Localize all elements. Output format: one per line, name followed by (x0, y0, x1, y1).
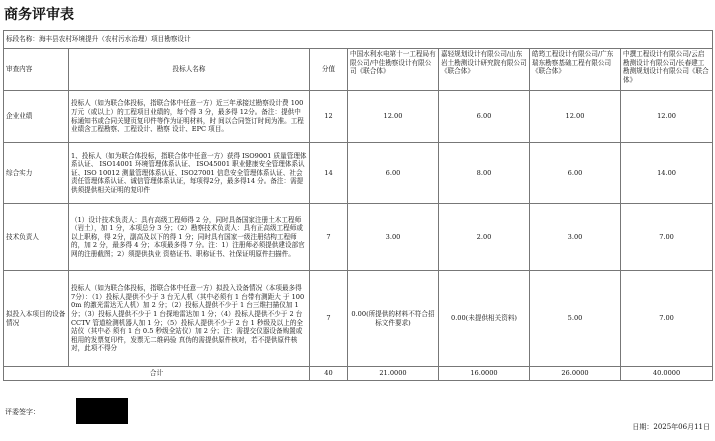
row-value-2: 2.00 (439, 204, 530, 271)
row-criteria: 1、投标人（如为联合体投标，指联合体中任意一方）获得 ISO9001 质量管理体系认证、 ISO14001 环境管理体系认证、 ISO45001 职业健康安全管理体系认证、ISO 10012 测量管理体系认证、ISO27001 信息安全管理体系认证、社会责任管理体系认证、诚信管理体系认证，每项得2分，最多得14 分。备注：需提供须提供相关证明的复印件 (69, 143, 310, 204)
table-row (4, 91, 713, 143)
row-criteria: 投标人（如为联合体投标，指联合体中任意一方）近三年承接过勘察设计费 100 万元（或以上）的工程项目业绩的，每个得 3 分，最多得 12分。备注：提供中标通知书或合同关键页复印件等作为证明材料，时 间以合同签订时间为准。工程业绩含工程勘察、工程设计、勘察 设计、EPC 项目。 (69, 91, 310, 143)
project-name: 标段名称：海丰县农村环境提升（农村污水治理）项目勘察设计 (4, 31, 713, 49)
row-value-1: 0.00(所提供的材料不符合招标文件要求) (348, 271, 439, 367)
header-bidder-1: 中国水利水电第十一工程局有限公司/中佳勘察设计有限公司《联合体》 (348, 49, 439, 91)
row-value-4: 7.00 (621, 271, 713, 367)
row-item: 综合实力 (4, 143, 69, 204)
review-table (3, 30, 713, 381)
page-title: 商务评审表 (4, 7, 74, 23)
row-item: 拟投入本项目的设备情况 (4, 271, 69, 367)
row-score: 7 (310, 271, 348, 367)
header-score: 分值 (310, 49, 348, 91)
row-criteria: 投标人（如为联合体投标，指联合体中任意一方）拟投入设备情况（本项最多得 7分）：（1）投标人提供不少于 3 台无人机（其中必须有 1 台带有测距大 于 1000m 的激光雷达无人机）加 2 分；（2）投标人提供不少于 1 台三维扫描仪加 1 分；（3）投标人提供不少于 1 台探地雷达加 1 分；（4）投标人提供不少于 2 台 CCTV 管道检测机器人加 1 分；（5）投标人提供不少于 2 台 1 秒级及以上的全站仪（其中必 须有 1 台 0.5 秒级全站仪）加 2 分；注：需提交仪器设备购置或租用的发票复印件，发票无二维码验 真伪的需提供原件核对，若不提供原件核对，此项不得分 (69, 271, 310, 367)
total-label: 合计 (4, 367, 310, 381)
row-value-4: 7.00 (621, 204, 713, 271)
row-value-3: 12.00 (530, 91, 621, 143)
header-bidder-4: 中撰工程设计有限公司/云启勘测设计有限公司/长春建工勘测规划设计有限公司《联合体》 (621, 49, 713, 91)
row-score: 12 (310, 91, 348, 143)
row-value-3: 5.00 (530, 271, 621, 367)
row-value-2: 8.00 (439, 143, 530, 204)
total-value-2: 16.0000 (439, 367, 530, 381)
header-bidder-2: 嘉轻规划设计有限公司/山东岩土勘测设计研究院有限公司《联合体》 (439, 49, 530, 91)
row-value-4: 12.00 (621, 91, 713, 143)
date-line: 日期：2025年06月11日 (632, 423, 710, 431)
row-score: 7 (310, 204, 348, 271)
row-value-4: 14.00 (621, 143, 713, 204)
row-value-3: 3.00 (530, 204, 621, 271)
row-value-1: 12.00 (348, 91, 439, 143)
row-value-2: 0.00(未提供相关资料) (439, 271, 530, 367)
row-item: 技术负责人 (4, 204, 69, 271)
row-score: 14 (310, 143, 348, 204)
signature-redaction (76, 398, 128, 424)
table-row (4, 204, 713, 271)
total-value-4: 40.0000 (621, 367, 713, 381)
header-bidder-3: 皓筠工程设计有限公司/广东瑞东勘察基础工程有限公司《联合体》 (530, 49, 621, 91)
table-row (4, 143, 713, 204)
row-value-2: 6.00 (439, 91, 530, 143)
total-value-3: 26.0000 (530, 367, 621, 381)
total-score: 40 (310, 367, 348, 381)
row-value-1: 3.00 (348, 204, 439, 271)
header-bidder-name: 投标人名称 (69, 49, 310, 91)
signature-label: 评委签字： (5, 408, 40, 416)
header-review-content: 审查内容 (4, 49, 69, 91)
row-value-3: 6.00 (530, 143, 621, 204)
row-item: 企业业绩 (4, 91, 69, 143)
table-row (4, 271, 713, 367)
total-row (4, 367, 713, 381)
row-criteria: （1）设计技术负责人：具有高级工程师得 2 分，同时具备国家注册土木工程师（岩土），加 1 分，本项总分 3 分；（2）勘察技术负责人：具有正高级工程师或以上职称，得 2分，副高及以下的得 1 分；同时具有国家一级注册结构工程师的，加 2 分，最多得 4 分；本项最多得 7 分。注：1）注册师必须提供建设部官网的注册截图；2）须提供执业 资格证书、职称证书、社保证明原件扫描件。 (69, 204, 310, 271)
total-value-1: 21.0000 (348, 367, 439, 381)
row-value-1: 6.00 (348, 143, 439, 204)
